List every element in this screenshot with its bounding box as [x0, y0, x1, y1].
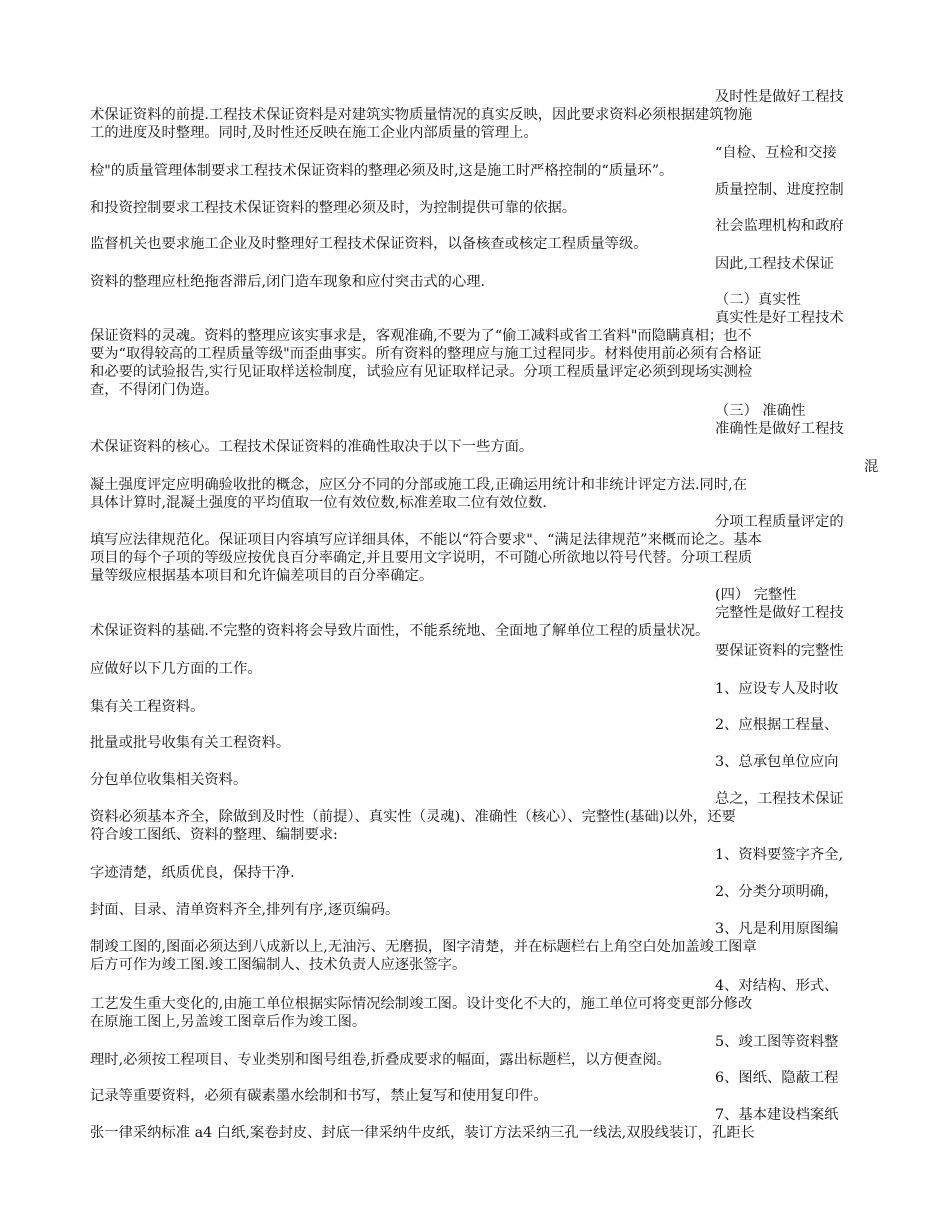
- text-line: 资料的整理应杜绝拖沓滞后,闭门造车现象和应付突击式的心理.: [90, 274, 486, 290]
- text-line: 记录等重要资料，必须有碳素墨水绘制和书写，禁止复写和使用复印件。: [90, 1088, 548, 1104]
- text-line: 查，不得闭门伪造。: [90, 382, 219, 398]
- text-line: 资料必须基本齐全，除做到及时性（前提）、真实性（灵魂)、准确性（核心）、完整性(基础)以外，还要: [90, 809, 736, 825]
- text-line: 要为“取得较高的工程质量等级"而歪曲事实。所有资料的整理应与施工过程同步。材料使用前必须有合格证: [90, 346, 762, 362]
- text-line: 符合竣工图纸、资料的整理、编制要求:: [90, 827, 338, 843]
- text-line: 理时,必须按工程项目、专业类别和图号组卷,折叠成要求的幅面，露出标题栏，以方便查阅。: [90, 1052, 671, 1068]
- text-line: 张一律采纳标准 a4 白纸,案卷封皮、封底一律采纳牛皮纸，装订方法采纳三孔一线法,双股线装订，孔距长: [90, 1125, 755, 1141]
- text-line: 字迹清楚，纸质优良，保持干净.: [90, 865, 295, 881]
- text-line: 在原施工图上,另盖竣工图章后作为竣工图。: [90, 1014, 367, 1030]
- text-line: 要保证资料的完整性: [715, 643, 844, 659]
- text-line: 分包单位收集相关资料。: [90, 772, 248, 788]
- text-line: 集有关工程资料。: [90, 699, 205, 715]
- text-line: （三） 准确性: [715, 403, 806, 419]
- text-line: 封面、目录、清单资料齐全,排列有序,逐页编码。: [90, 902, 400, 918]
- text-line: 5、竣工图等资料整: [715, 1034, 839, 1050]
- text-line: “自检、互检和交接: [715, 145, 837, 161]
- text-line: 分项工程质量评定的: [715, 514, 844, 530]
- text-line: 凝土强度评定应明确验收批的概念，应区分不同的分部或施工段,正确运用统计和非统计评定方法.同时,在: [90, 477, 747, 493]
- text-line: 制竣工图的,图面必须达到八成新以上,无油污、无磨损，图字清楚，并在标题栏右上角空白处加盖竣工图章: [90, 939, 757, 955]
- text-line: 后方可作为竣工图.竣工图编制人、技术负责人应逐张签字。: [90, 957, 467, 973]
- text-line: 1、应设专人及时收: [715, 681, 839, 697]
- text-line: 准确性是做好工程技: [715, 421, 844, 437]
- text-line: 混: [864, 459, 879, 475]
- text-line: 2、分类分项明确，: [715, 884, 839, 900]
- text-line: 术保证资料的前提.工程技术保证资料是对建筑实物质量情况的真实反映，因此要求资料必须根据建筑物施: [90, 107, 753, 123]
- text-line: 术保证资料的基础.不完整的资料将会导致片面性，不能系统地、全面地了解单位工程的质量状况。: [90, 623, 710, 639]
- text-line: 3、总承包单位应向: [715, 754, 839, 770]
- text-line: 4、对结构、形式、: [715, 978, 839, 994]
- text-line: 和投资控制要求工程技术保证资料的整理必须及时，为控制提供可靠的依据。: [90, 200, 577, 216]
- text-line: 术保证资料的核心。工程技术保证资料的准确性取决于以下一些方面。: [90, 439, 534, 455]
- text-line: 具体计算时,混凝土强度的平均值取一位有效位数,标准差取二位有效位数.: [90, 495, 547, 511]
- text-line: 3、凡是利用原图编: [715, 921, 839, 937]
- text-line: 社会监理机构和政府: [715, 218, 844, 234]
- text-line: 监督机关也要求施工企业及时整理好工程技术保证资料，以备核查或核定工程质量等级。: [90, 236, 648, 252]
- text-line: 填写应法律规范化。保证项目内容填写应详细具体，不能以“符合要求"、“满足法律规范”来概而论之。基本: [90, 532, 762, 548]
- text-line: 检"的质量管理体制要求工程技术保证资料的整理必须及时,这是施工时严格控制的“质量环”。: [90, 163, 674, 179]
- text-line: 工艺发生重大变化的,由施工单位根据实际情况绘制竣工图。设计变化不大的，施工单位可将变更部分修改: [90, 996, 753, 1012]
- text-line: 6、图纸、隐蔽工程: [715, 1070, 839, 1086]
- text-line: 量等级应根据基本项目和允许偏差项目的百分率确定。: [90, 568, 434, 584]
- text-line: 总之，工程技术保证: [715, 791, 844, 807]
- text-line: 完整性是做好工程技: [715, 605, 844, 621]
- text-line: 真实性是好工程技术: [715, 310, 844, 326]
- text-line: 和必要的试验报告,实行见证取样送检制度，试验应有见证取样记录。分项工程质量评定必须到现场实测检: [90, 364, 753, 380]
- text-line: 应做好以下几方面的工作。: [90, 661, 262, 677]
- text-line: 及时性是做好工程技: [715, 89, 844, 105]
- text-line: 工的进度及时整理。同时,及时性还反映在施工企业内部质量的管理上。: [90, 125, 538, 141]
- text-line: 2、应根据工程量、: [715, 717, 839, 733]
- text-line: 1、资料要签字齐全,: [715, 847, 844, 863]
- text-line: 保证资料的灵魂。资料的整理应该实事求是，客观准确,不要为了“偷工减料或省工省料"而隐瞒真相；也不: [90, 328, 752, 344]
- text-line: 质量控制、进度控制: [715, 182, 844, 198]
- text-line: （二）真实性: [715, 292, 801, 308]
- text-line: 项目的每个子项的等级应按优良百分率确定,并且要用文字说明，不可随心所欲地以符号代替。分项工程质: [90, 550, 753, 566]
- text-line: 7、基本建设档案纸: [715, 1107, 839, 1123]
- text-line: 批量或批号收集有关工程资料。: [90, 735, 291, 751]
- text-line: (四） 完整性: [715, 587, 797, 603]
- text-line: 因此,工程技术保证: [715, 256, 834, 272]
